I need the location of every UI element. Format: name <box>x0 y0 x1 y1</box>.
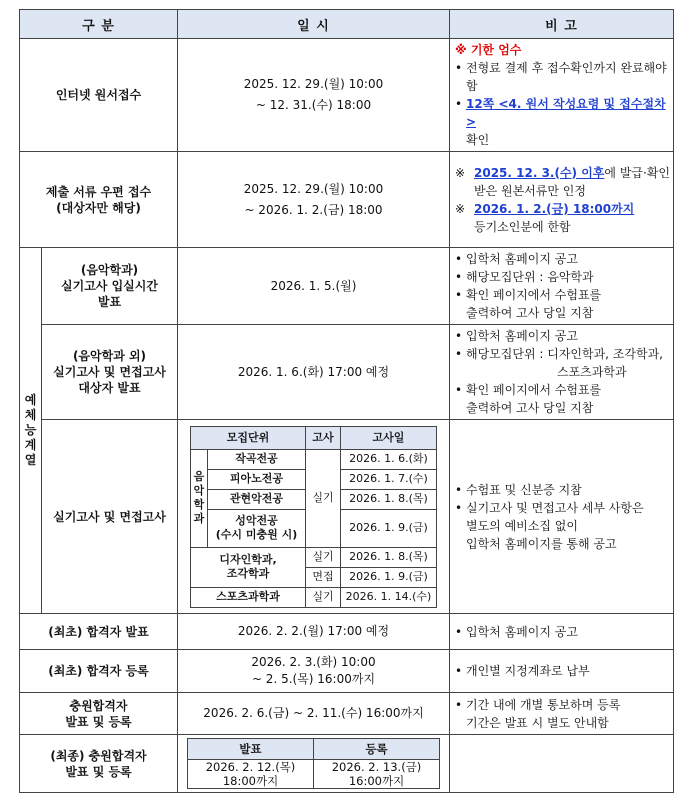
row-first-pass <box>20 614 674 650</box>
exam-row-sports <box>191 587 437 607</box>
music-entry-note: • 입학처 홈페이지 공고 • 해당모집단위 : 음악학과 • 확인 페이지에서 수험표를 출력하여 고사 당일 지참 <box>450 248 674 325</box>
exam-label: 실기고사 및 면접고사 <box>42 420 178 614</box>
internet-date-end: ~ 12. 31.(수) 18:00 <box>255 98 372 112</box>
exam-type-music: 실기 <box>306 449 341 547</box>
final-announce-date: 2026. 2. 12.(목) 18:00까지 <box>188 760 314 789</box>
music-entry-note-3-cont: 출력하여 고사 당일 지참 <box>466 306 594 320</box>
internet-date <box>178 39 450 152</box>
other-entry-note-1: 입학처 홈페이지 공고 <box>466 329 578 343</box>
mail-note: ※ 2025. 12. 3.(수) 이후에 발급·확인 받은 원본서류만 인정 ※ 2026. 1. 2.(금) 18:00까지 등기소인분에 한함 <box>450 152 674 248</box>
row-mail <box>20 152 674 248</box>
exam-table-header <box>191 426 437 449</box>
supp-note: • 기간 내에 개별 통보하며 등록 기간은 발표 시 별도 안내함 <box>450 693 674 735</box>
other-entry-note-3: 확인 페이지에서 수험표를 <box>466 383 602 397</box>
mail-date <box>178 152 450 248</box>
row-internet <box>20 39 674 152</box>
exam-date-vocal: 2026. 1. 9.(금) <box>341 509 437 547</box>
first-reg-date: 2026. 2. 3.(화) 10:00 ~ 2. 5.(목) 16:00까지 <box>178 650 450 693</box>
supp-date: 2026. 2. 6.(금) ~ 2. 11.(수) 16:00까지 <box>178 693 450 735</box>
exam-unit-design: 디자인학과, 조각학과 <box>191 547 306 587</box>
exam-type-sports: 실기 <box>306 587 341 607</box>
other-entry-note-2: 해당모집단위 : 디자인학과, 조각학과, <box>466 347 663 361</box>
exam-date-orchestral: 2026. 1. 8.(목) <box>341 489 437 509</box>
other-entry-label-2: 실기고사 및 면접고사 <box>53 365 166 379</box>
row-first-reg <box>20 650 674 693</box>
music-entry-date: 2026. 1. 5.(월) <box>178 248 450 325</box>
exam-unit-sports: 스포츠과학과 <box>191 587 306 607</box>
first-pass-label: (최초) 합격자 발표 <box>20 614 178 650</box>
internet-label: 인터넷 원서접수 <box>20 39 178 152</box>
music-entry-label-1: (음악학과) <box>80 263 139 277</box>
exam-row-composition <box>191 449 437 469</box>
first-reg-note: • 개인별 지정계좌로 납부 <box>450 650 674 693</box>
exam-note-2-cont-2: 입학처 홈페이지를 통해 공고 <box>466 536 617 551</box>
mail-date-start: 2025. 12. 29.(월) 10:00 <box>243 181 384 196</box>
other-entry-note-2-cont: 스포츠과학과 <box>557 365 627 379</box>
header-remarks: 비 고 <box>450 10 674 39</box>
exam-note: • 수험표 및 신분증 지참 • 실기고사 및 면접고사 세부 사항은 별도의 예비소집 없이 입학처 홈페이지를 통해 공고 <box>450 420 674 614</box>
other-entry-note-3-cont: 출력하여 고사 당일 지참 <box>466 401 594 415</box>
arts-group-label <box>20 248 42 614</box>
final-schedule-cell <box>178 735 450 793</box>
exam-unit-orchestral: 관현악전공 <box>208 489 306 509</box>
exam-header-type: 고사 <box>306 426 341 449</box>
internet-note-link[interactable]: 12쪽 <4. 원서 작성요령 및 접수절차> <box>466 97 666 129</box>
exam-unit-vocal: 성악전공 (수시 미충원 시) <box>208 509 306 547</box>
music-entry-label-3: 발표 <box>97 295 122 309</box>
exam-type-design-interview: 면접 <box>306 567 341 587</box>
other-entry-label <box>42 325 178 420</box>
mail-note-2-cont: 등기소인분에 한함 <box>474 219 571 234</box>
final-schedule-table <box>187 738 440 789</box>
exam-date-design-1: 2026. 1. 8.(목) <box>341 547 437 567</box>
music-entry-note-1: 입학처 홈페이지 공고 <box>466 252 578 266</box>
exam-header-unit: 모집단위 <box>191 426 306 449</box>
mail-label-1: 제출 서류 우편 접수 <box>45 184 152 199</box>
internet-note-2-rest: 확인 <box>466 133 490 147</box>
other-entry-note: • 입학처 홈페이지 공고 • 해당모집단위 : 디자인학과, 조각학과, 스포츠과학과 • 확인 페이지에서 수험표를 출력하여 고사 당일 지참 <box>450 325 674 420</box>
music-entry-note-3: 확인 페이지에서 수험표를 <box>466 288 602 302</box>
mail-label-2: (대상자만 해당) <box>56 200 141 215</box>
supp-label: 충원합격자 발표 및 등록 <box>20 693 178 735</box>
mail-note-1-rest: 에 발급·확인 <box>604 165 670 180</box>
row-supplementary <box>20 693 674 735</box>
other-entry-date: 2026. 1. 6.(화) 17:00 예정 <box>178 325 450 420</box>
exam-schedule-cell <box>178 420 450 614</box>
row-other-entry <box>20 325 674 420</box>
exam-note-2: 실기고사 및 면접고사 세부 사항은 <box>466 500 644 515</box>
exam-date-design-2: 2026. 1. 9.(금) <box>341 567 437 587</box>
exam-header-date: 고사일 <box>341 426 437 449</box>
exam-unit-composition: 작곡전공 <box>208 449 306 469</box>
exam-date-sports: 2026. 1. 14.(수) <box>341 587 437 607</box>
row-final <box>20 735 674 793</box>
exam-type-design-practical: 실기 <box>306 547 341 567</box>
header-schedule: 일 시 <box>178 10 450 39</box>
row-music-entry <box>20 248 674 325</box>
exam-note-1: 수험표 및 신분증 지참 <box>466 482 582 497</box>
music-entry-note-2: 해당모집단위 : 음악학과 <box>466 270 594 284</box>
exam-unit-piano: 피아노전공 <box>208 469 306 489</box>
internet-note-1: 전형료 결제 후 접수확인까지 완료해야 함 <box>466 61 667 93</box>
exam-schedule-table <box>190 426 437 608</box>
final-header-announce: 발표 <box>188 739 314 760</box>
final-label: (최종) 충원합격자 발표 및 등록 <box>20 735 178 793</box>
internet-note-title: ※ 기한 엄수 <box>455 43 522 57</box>
exam-note-2-cont-1: 별도의 예비소집 없이 <box>466 518 578 533</box>
internet-note: ※ 기한 엄수 • 전형료 결제 후 접수확인까지 완료해야 함 • 12쪽 <4. 원서 작성요령 및 접수절차> 확인 <box>450 39 674 152</box>
first-reg-label: (최초) 합격자 등록 <box>20 650 178 693</box>
mail-date-end: ~ 2026. 1. 2.(금) 18:00 <box>244 202 383 217</box>
row-exam <box>20 420 674 614</box>
exam-music-group: 음악학과 <box>191 449 208 547</box>
exam-date-composition: 2026. 1. 6.(화) <box>341 449 437 469</box>
final-header-register: 등록 <box>314 739 440 760</box>
mail-note-link-2[interactable]: 2026. 1. 2.(금) 18:00까지 <box>474 201 635 216</box>
first-pass-date: 2026. 2. 2.(월) 17:00 예정 <box>178 614 450 650</box>
music-entry-label <box>42 248 178 325</box>
other-entry-label-1: (음악학과 외) <box>72 349 147 363</box>
music-entry-label-2: 실기고사 입실시간 <box>61 279 158 293</box>
final-register-date: 2026. 2. 13.(금) 16:00까지 <box>314 760 440 789</box>
arts-group-text: 예체능계열 <box>24 393 37 467</box>
other-entry-label-3: 대상자 발표 <box>78 381 141 395</box>
first-pass-note: • 입학처 홈페이지 공고 <box>450 614 674 650</box>
mail-note-1-cont: 받은 원본서류만 인정 <box>474 183 586 198</box>
mail-note-link-1[interactable]: 2025. 12. 3.(수) 이후 <box>474 165 605 180</box>
header-row <box>20 10 674 39</box>
exam-row-design-1 <box>191 547 437 567</box>
exam-date-piano: 2026. 1. 7.(수) <box>341 469 437 489</box>
final-note <box>450 735 674 793</box>
header-category: 구 분 <box>20 10 178 39</box>
internet-date-start: 2025. 12. 29.(월) 10:00 <box>243 77 384 91</box>
schedule-table <box>19 9 674 793</box>
mail-label <box>20 152 178 248</box>
